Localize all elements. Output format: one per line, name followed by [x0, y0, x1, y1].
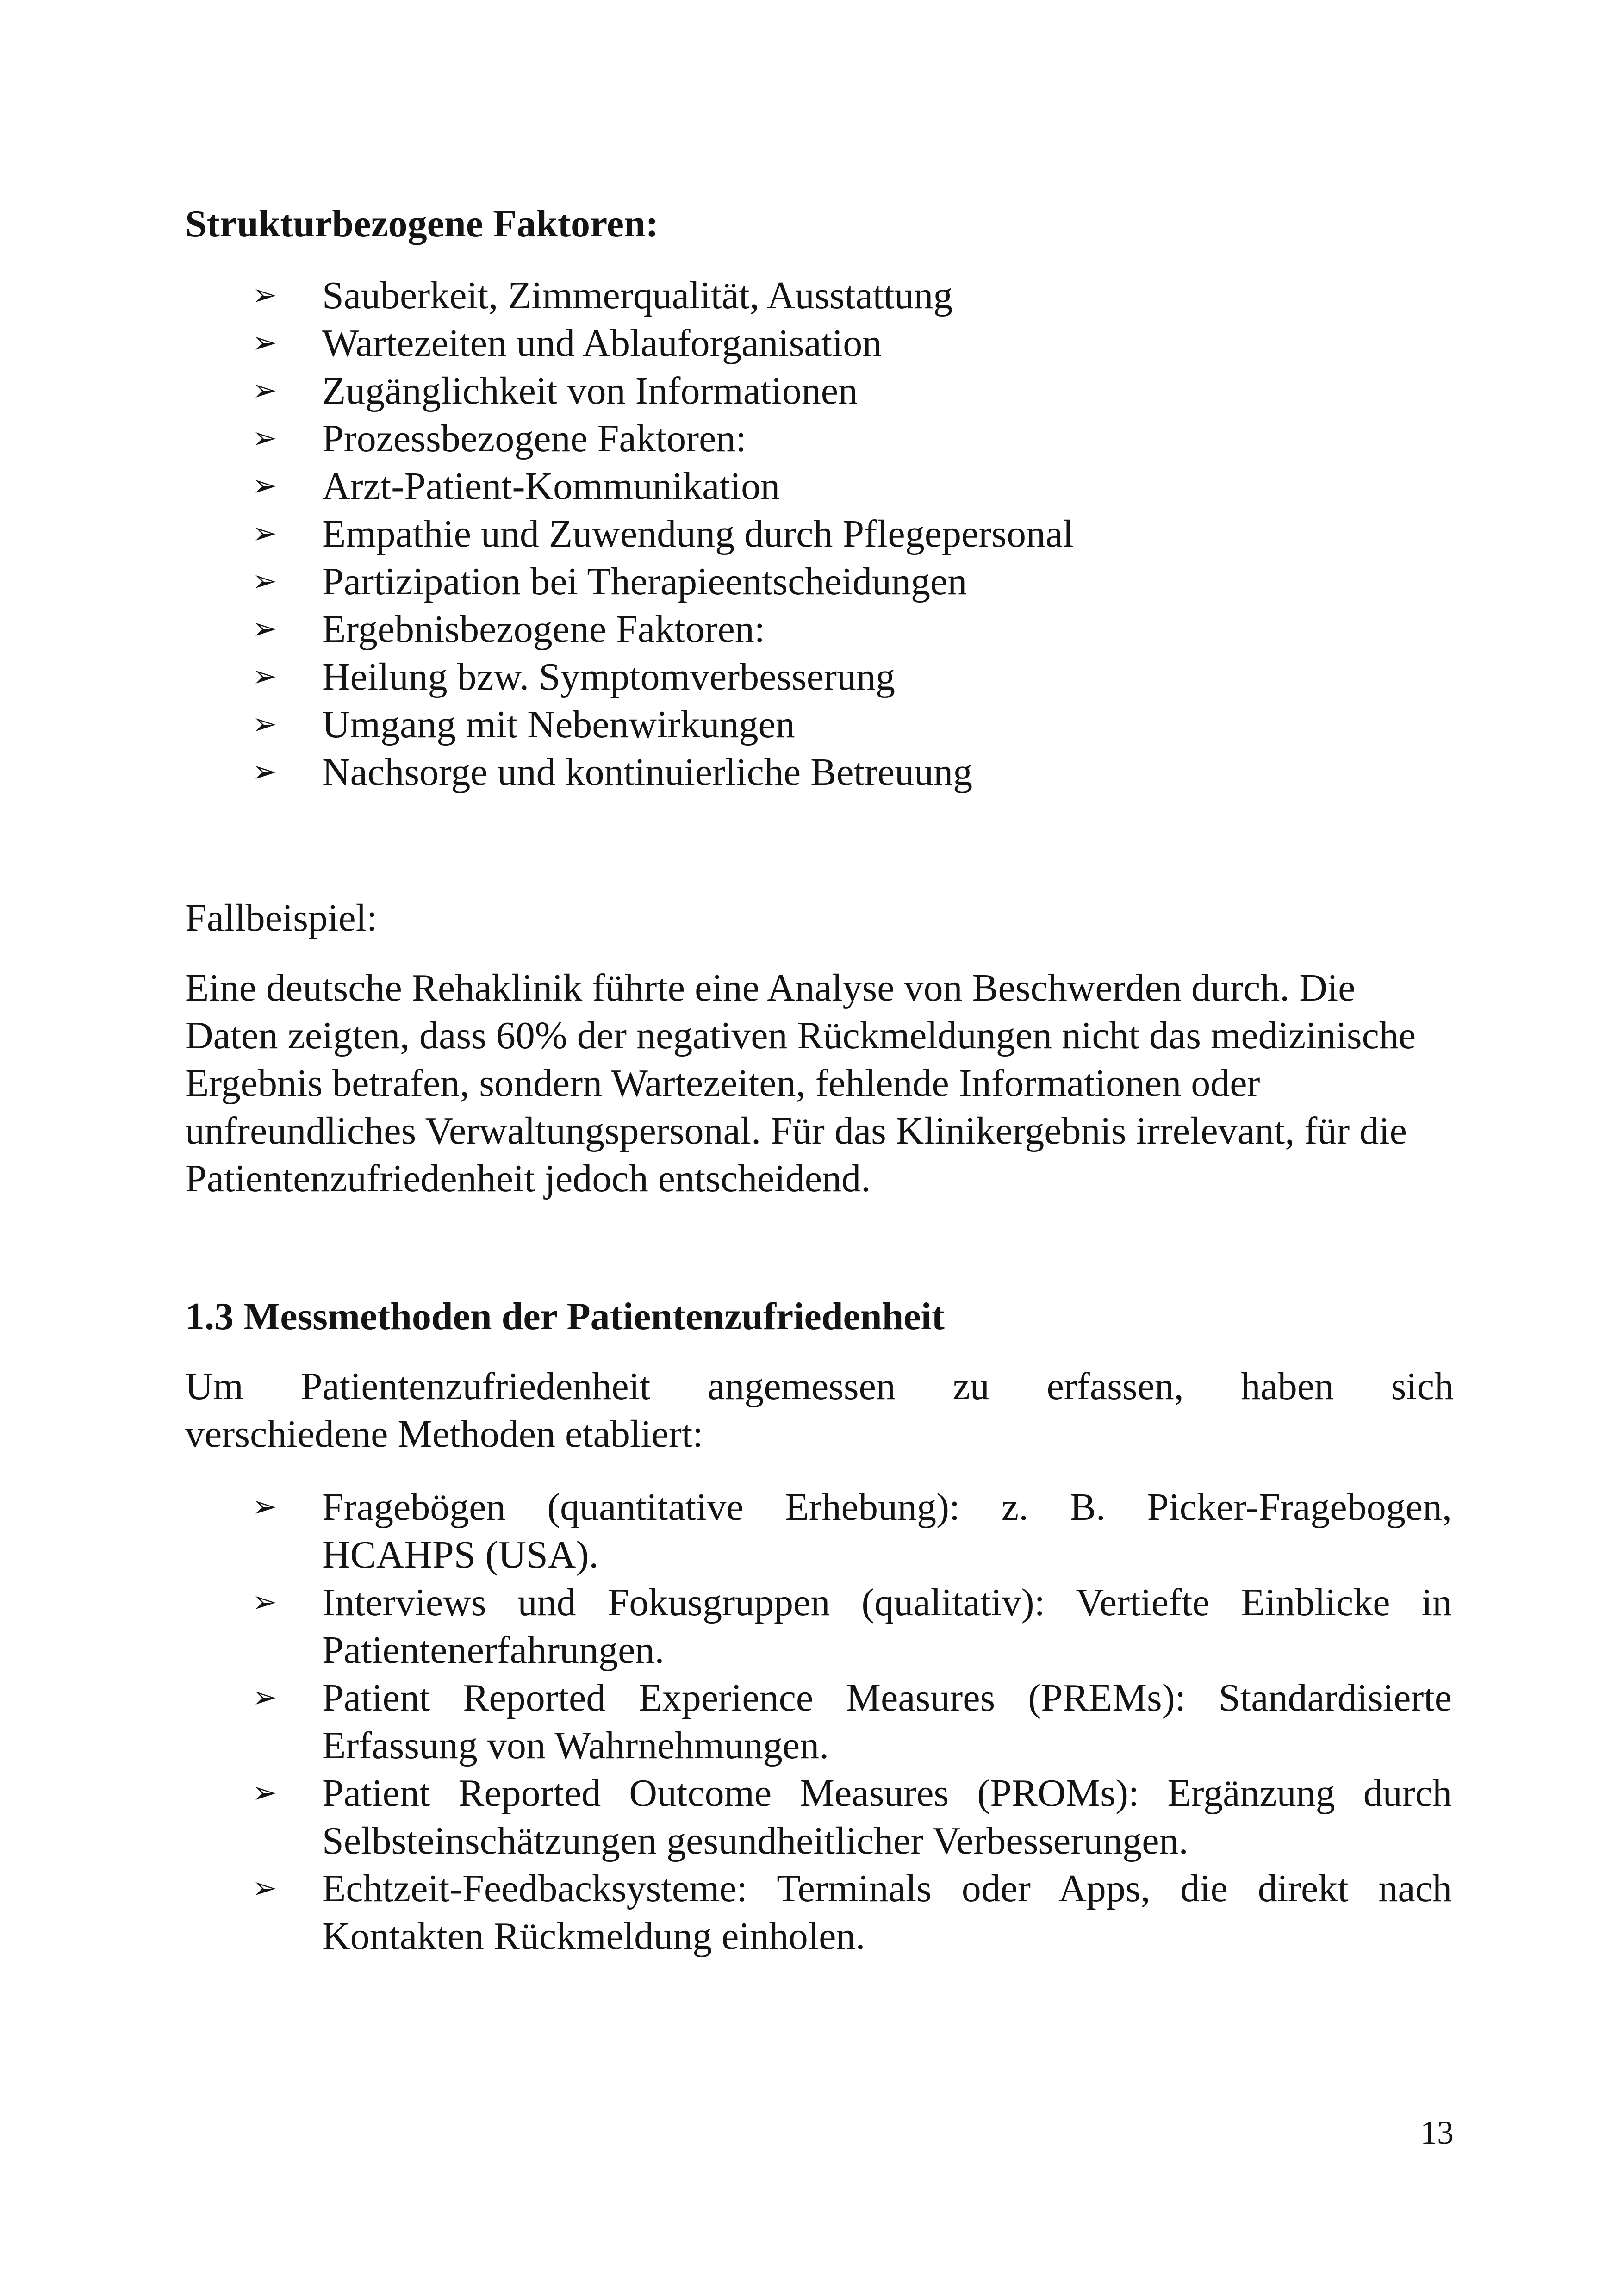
list-item: ➢ Partizipation bei Therapieentscheidungen	[252, 558, 1456, 605]
list-item: ➢ Zugänglichkeit von Informationen	[252, 367, 1456, 415]
arrow-bullet-icon: ➢	[252, 564, 277, 598]
list-item: ➢ Interviews und Fokusgruppen (qualitativ): Vertiefte Einblicke in Patientenerfahrungen.	[252, 1579, 1452, 1674]
arrow-bullet-icon: ➢	[252, 326, 277, 360]
arrow-bullet-icon: ➢	[252, 755, 277, 789]
list-item: ➢ Arzt-Patient-Kommunikation	[252, 462, 1456, 510]
arrow-bullet-icon: ➢	[252, 373, 277, 408]
list-item: ➢ Heilung bzw. Symptomverbesserung	[252, 653, 1456, 701]
page-number: 13	[1420, 2114, 1454, 2151]
list-item: ➢ Sauberkeit, Zimmerqualität, Ausstattung	[252, 272, 1456, 319]
list-item: ➢ Fragebögen (quantitative Erhebung): z. B. Picker-Fragebogen, HCAHPS (USA).	[252, 1483, 1452, 1579]
arrow-bullet-icon: ➢	[252, 660, 277, 694]
arrow-bullet-icon: ➢	[252, 1871, 277, 1905]
structure-factor-list	[252, 272, 1456, 796]
arrow-bullet-icon: ➢	[252, 421, 277, 455]
section-heading: 1.3 Messmethoden der Patientenzufriedenheit	[185, 1295, 945, 1338]
method-list	[252, 1483, 1452, 1960]
arrow-bullet-icon: ➢	[252, 278, 277, 312]
arrow-bullet-icon: ➢	[252, 516, 277, 551]
list-item: ➢ Echtzeit-Feedbacksysteme: Terminals oder Apps, die direkt nach Kontakten Rückmeldung einholen.	[252, 1865, 1452, 1960]
structure-heading: Strukturbezogene Faktoren:	[185, 202, 659, 245]
arrow-bullet-icon: ➢	[252, 707, 277, 741]
list-item: ➢ Patient Reported Outcome Measures (PROMs): Ergänzung durch Selbsteinschätzungen gesundheitlicher Verbesserungen.	[252, 1769, 1452, 1865]
list-item: ➢ Nachsorge und kontinuierliche Betreuung	[252, 748, 1456, 796]
arrow-bullet-icon: ➢	[252, 1490, 277, 1524]
arrow-bullet-icon: ➢	[252, 469, 277, 503]
list-item: ➢ Patient Reported Experience Measures (PREMs): Standardisierte Erfassung von Wahrnehmungen.	[252, 1674, 1452, 1769]
arrow-bullet-icon: ➢	[252, 612, 277, 646]
intro-line: verschiedene Methoden etabliert:	[185, 1412, 703, 1456]
list-item: ➢ Empathie und Zuwendung durch Pflegepersonal	[252, 510, 1456, 558]
list-item: ➢ Prozessbezogene Faktoren:	[252, 415, 1456, 462]
arrow-bullet-icon: ➢	[252, 1680, 277, 1715]
list-item: ➢ Wartezeiten und Ablauforganisation	[252, 319, 1456, 367]
intro-paragraph	[185, 1363, 1454, 1458]
arrow-bullet-icon: ➢	[252, 1585, 277, 1619]
arrow-bullet-icon: ➢	[252, 1776, 277, 1810]
list-item: ➢ Ergebnisbezogene Faktoren:	[252, 605, 1456, 653]
case-paragraph: Eine deutsche Rehaklinik führte eine Analyse von Beschwerden durch. Die Daten zeigten, dass 60% der negativen Rückmeldungen nicht das medizinische Ergebnis betrafen, sondern Wartezeiten, fehlende Informationen oder unfreundliches Verwaltungspersonal. Für das Klinikergebnis irrelevant, für die Patientenzufriedenheit jedoch entscheidend.	[185, 966, 1416, 1200]
intro-line: Um Patientenzufriedenheit angemessen zu erfassen, haben sich	[185, 1365, 1454, 1408]
case-label: Fallbeispiel:	[185, 896, 378, 940]
list-item: ➢ Umgang mit Nebenwirkungen	[252, 701, 1456, 748]
